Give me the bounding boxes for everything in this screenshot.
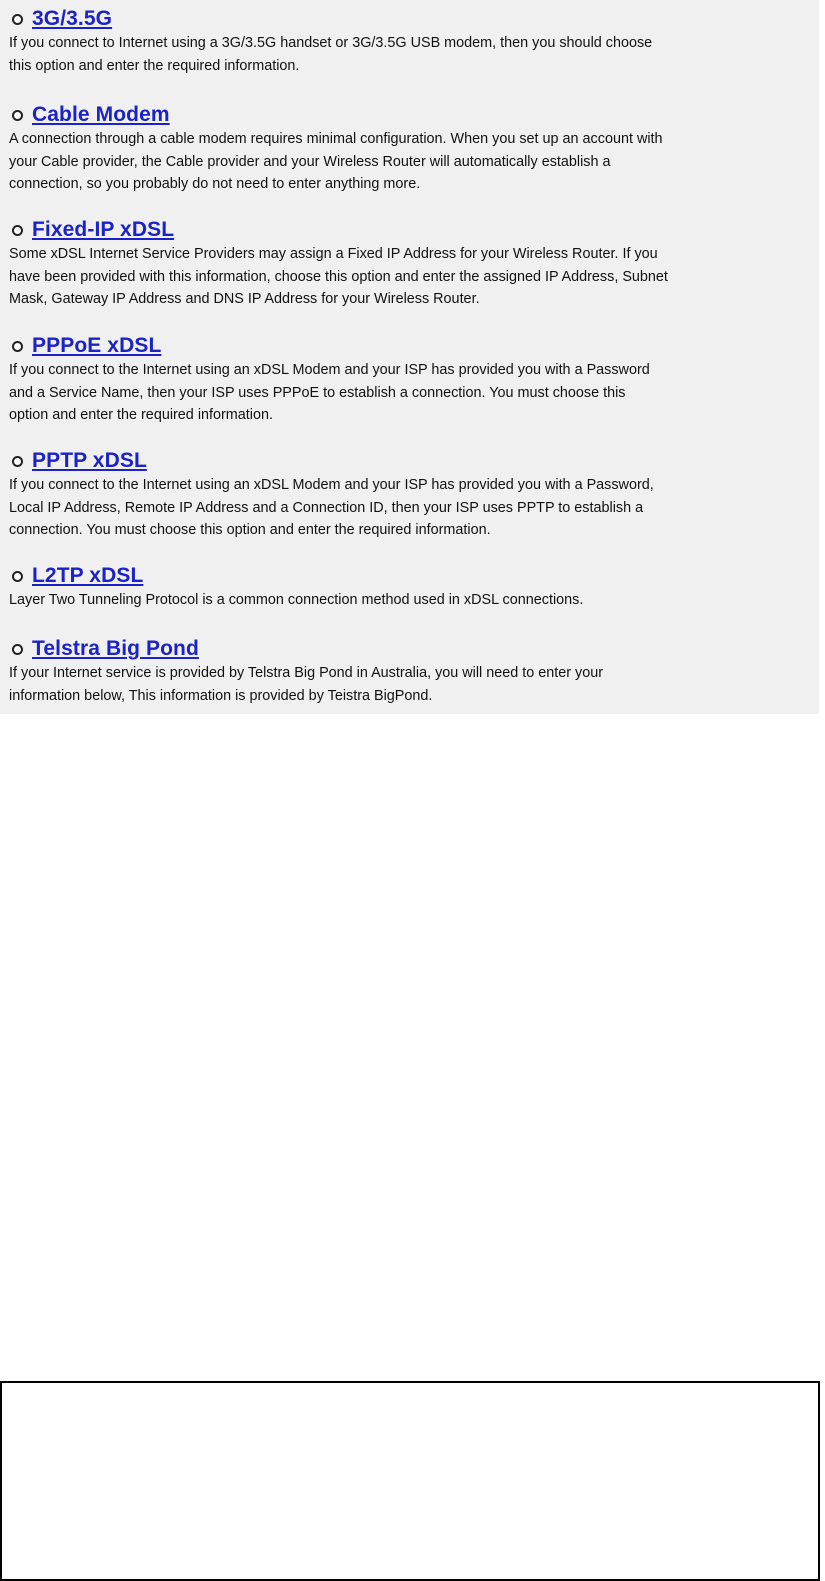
option-fixed-ip-xdsl <box>9 217 809 311</box>
description-line: If your Internet service is provided by Telstra Big Pond in Australia, you will need to enter your <box>9 665 604 681</box>
option-header <box>9 563 809 589</box>
option-description <box>9 589 809 612</box>
option-link-fixed-ip-xdsl[interactable]: Fixed-IP xDSL <box>32 218 175 241</box>
description-line: have been provided with this information, choose this option and enter the assigned IP Address, Subnet <box>9 268 668 285</box>
option-description <box>9 32 809 77</box>
radio-button-cable-modem[interactable] <box>12 110 23 121</box>
description-line: Layer Two Tunneling Protocol is a common connection method used in xDSL connections. <box>9 592 584 608</box>
description-line: Some xDSL Internet Service Providers may assign a Fixed IP Address for your Wireless Router. If you <box>9 246 658 262</box>
radio-button-pppoe-xdsl[interactable] <box>12 341 23 352</box>
option-header <box>9 636 809 662</box>
option-header <box>9 217 809 243</box>
option-description <box>9 359 809 427</box>
option-3g <box>9 6 809 77</box>
description-line: If you connect to the Internet using an xDSL Modem and your ISP has provided you with a Password <box>9 362 650 378</box>
description-line: connection. You must choose this option and enter the required information. <box>9 522 491 539</box>
description-line: If you connect to the Internet using an xDSL Modem and your ISP has provided you with a Password, <box>9 477 654 493</box>
description-line: and a Service Name, then your ISP uses PPPoE to establish a connection. You must choose this <box>9 384 626 401</box>
radio-button-l2tp-xdsl[interactable] <box>12 571 23 582</box>
option-header <box>9 333 809 359</box>
option-description <box>9 474 809 542</box>
option-cable-modem <box>9 102 809 196</box>
option-pptp-xdsl <box>9 448 809 542</box>
option-link-3g[interactable]: 3G/3.5G <box>32 7 113 30</box>
option-link-l2tp-xdsl[interactable]: L2TP xDSL <box>32 564 144 587</box>
radio-button-pptp-xdsl[interactable] <box>12 456 23 467</box>
description-line: connection, so you probably do not need to enter anything more. <box>9 176 421 193</box>
option-telstra-big-pond <box>9 636 809 707</box>
description-line: A connection through a cable modem requires minimal configuration. When you set up an account with <box>9 131 663 147</box>
description-line: this option and enter the required information. <box>9 57 300 74</box>
option-link-pptp-xdsl[interactable]: PPTP xDSL <box>32 449 147 472</box>
option-description <box>9 662 809 707</box>
description-line: information below, This information is provided by Teistra BigPond. <box>9 687 433 704</box>
option-description <box>9 243 809 311</box>
option-link-telstra-big-pond[interactable]: Telstra Big Pond <box>32 637 199 660</box>
option-pppoe-xdsl <box>9 333 809 427</box>
option-header <box>9 6 809 32</box>
radio-button-telstra-big-pond[interactable] <box>12 644 23 655</box>
radio-button-3g[interactable] <box>12 14 23 25</box>
option-description <box>9 128 809 196</box>
connection-type-panel <box>0 0 819 714</box>
empty-bordered-box <box>0 1381 820 1581</box>
description-line: Mask, Gateway IP Address and DNS IP Address for your Wireless Router. <box>9 291 480 308</box>
description-line: your Cable provider, the Cable provider and your Wireless Router will automatically establish a <box>9 153 611 170</box>
option-link-cable-modem[interactable]: Cable Modem <box>32 103 170 126</box>
option-link-pppoe-xdsl[interactable]: PPPoE xDSL <box>32 334 162 357</box>
option-header <box>9 448 809 474</box>
option-header <box>9 102 809 128</box>
description-line: Local IP Address, Remote IP Address and a Connection ID, then your ISP uses PPTP to establish a <box>9 499 644 516</box>
description-line: If you connect to Internet using a 3G/3.5G handset or 3G/3.5G USB modem, then you should choose <box>9 35 653 51</box>
description-line: option and enter the required information. <box>9 407 273 424</box>
option-l2tp-xdsl <box>9 563 809 612</box>
radio-button-fixed-ip-xdsl[interactable] <box>12 225 23 236</box>
